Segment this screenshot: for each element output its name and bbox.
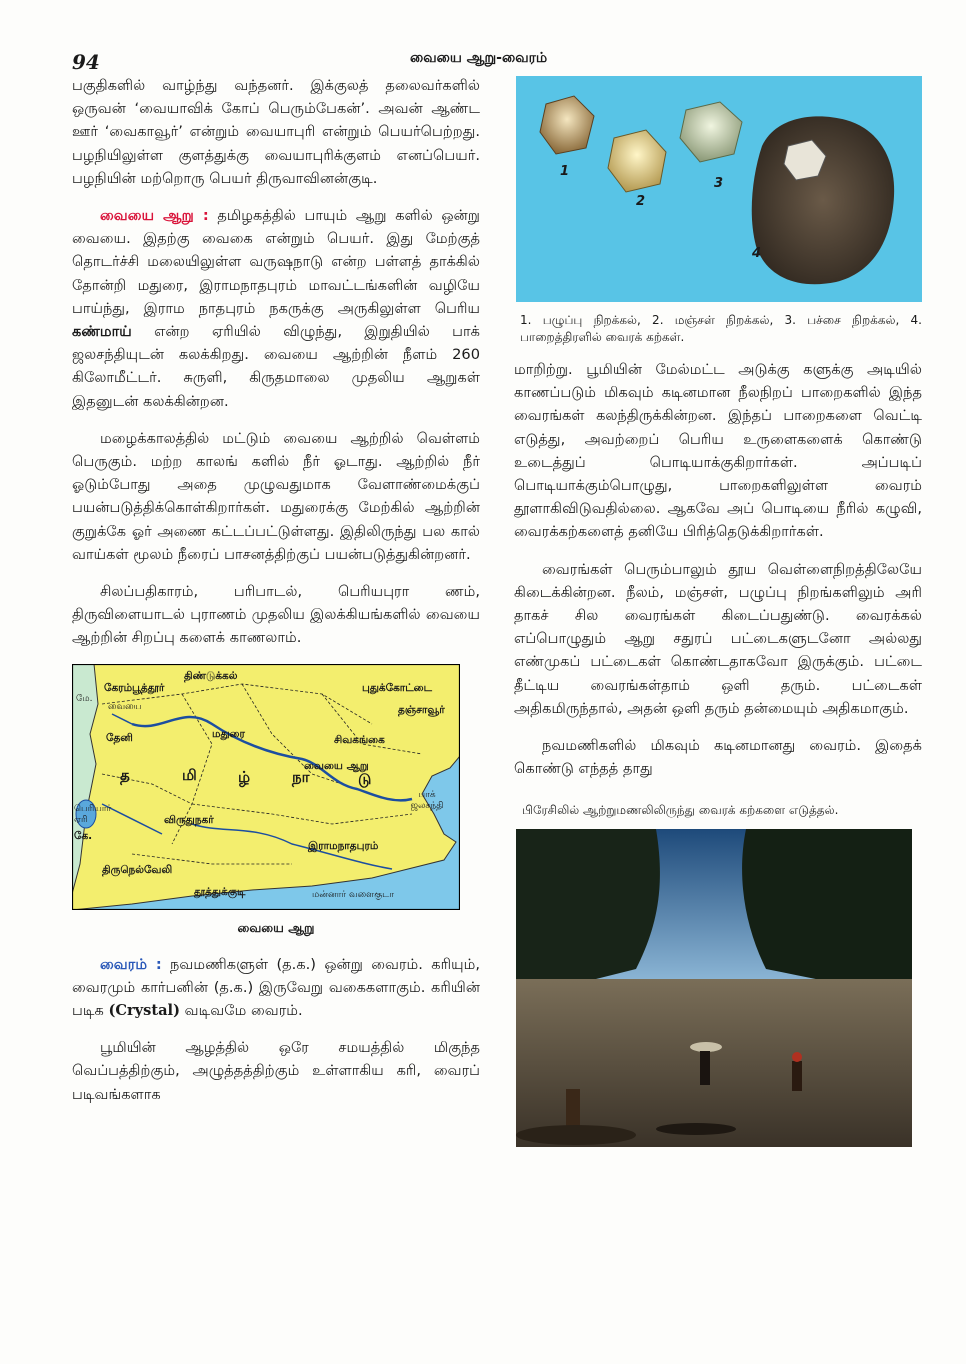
- miner-figure: [792, 1061, 802, 1091]
- map-label-kerala: கே.: [74, 829, 93, 842]
- map-label-periyar: பெரியார் ஏரி: [74, 803, 112, 825]
- vaigai-map: [72, 664, 460, 910]
- miner-figure: [700, 1051, 710, 1085]
- map-label-ramanathapuram: இராமநாதபுரம்: [308, 839, 379, 852]
- map-label-tuticorin: தூத்துக்குடி: [194, 885, 246, 898]
- map-label-naa: நா: [292, 767, 310, 786]
- diamond-brown: [540, 96, 594, 154]
- map-label-vaigai-source: வையை: [108, 701, 142, 712]
- map-caption: வையை ஆறு: [237, 919, 315, 935]
- map-label-west: மே.: [76, 693, 93, 704]
- text: நவமணிகளுள் (த.க.) ஒன்று வைரம். கரியும், வைரமும் கார்பனின் (த.க.) இருவேறு வகைகளாகும். கரியின் படிக: [72, 955, 481, 1020]
- river-caption: பிரேசிலில் ஆற்றுமணலிலிருந்து வைரக் கற்களை எடுத்தல்.: [522, 803, 839, 818]
- diamond-label-4: 4: [752, 246, 762, 261]
- paragraph: பூமியின் ஆழத்தில் ஒரே சமயத்தில் மிகுந்த வெப்பத்திற்கும், அழுத்தத்திற்கும் உள்ளாகிய கரி, வைரப் படிவங்களாக: [72, 1039, 480, 1103]
- bold-term: கண்மாய்: [72, 323, 132, 341]
- running-title: வையை ஆறு-வைரம்: [410, 50, 548, 66]
- entry-heading-vaigai: வையை ஆறு :: [100, 207, 209, 225]
- entry-heading-vairam: வைரம் :: [100, 955, 162, 973]
- text: என்ற ஏரியில் விழுந்து, இறுதியில் பாக் ஜலசந்தியுடன் கலக்கிறது. வையை ஆற்றின் நீளம் 260 கிலோமீட்டர். சுருளி, கிருதமாலை முதலிய ஆறுகள் இதனுடன் கலக்கின்றன.: [72, 323, 481, 410]
- paragraph-vairam: [72, 953, 480, 1023]
- miner-head: [792, 1052, 802, 1062]
- map-label-palk: பாக் ஜலசந்தி: [410, 789, 444, 811]
- paragraph: வைரங்கள் பெரும்பாலும் தூய வெள்ளைநிறத்திலேயே கிடைக்கின்றன. நீலம், மஞ்சள், பழுப்பு நிறங்களிலும் அரி தாகச் சில வைரங்கள் கிடைப்பதுண்டு. வைரக்கல் எப்பொழுதும் ஆறு சதுரப் பட்டைகளுடனோ அல்லது எண்முகப் பட்டைகள் கொண்டதாகவோ இருக்கும். பட்டை தீட்டிய வைரங்கள்தாம் ஒளி தரும். பட்டைகள் அதிகமிருந்தால், அதன் ஒளி தரும் தன்மையும் அதிகமாகும்.: [514, 560, 922, 717]
- diamond-photo: [516, 76, 922, 302]
- diamond-label-3: 3: [714, 176, 724, 191]
- map-label-gulf: மன்னார் வளைகுடா: [312, 889, 395, 900]
- right-column: [514, 76, 922, 1147]
- map-label-dindigul: திண்டுக்கல்: [184, 669, 238, 682]
- map-label-zh: ழ்: [238, 767, 251, 786]
- diamond-label-1: 1: [560, 164, 570, 179]
- map-label-tirunelveli: திருநெல்வேலி: [102, 863, 173, 876]
- diamond-yellow: [608, 130, 666, 192]
- map-label-theni: தேனி: [106, 731, 133, 744]
- map-label-kerala-border: கேரம்பூத்தூர்: [104, 681, 165, 694]
- paragraph: சிலப்பதிகாரம், பரிபாடல், பெரியபுரா ணம், திருவிளையாடல் புராணம் முதலிய இலக்கியங்களில் வையை ஆற்றின் சிறப்பு களைக் காணலாம்.: [72, 583, 480, 647]
- map-label-thanjavur: தஞ்சாவூர்: [398, 703, 445, 716]
- map-label-virudhunagar: விருதுநகர்: [164, 813, 214, 826]
- map-label-pudukkottai: புதுக்கோட்டை: [362, 681, 432, 694]
- map-label-sivaganga: சிவகங்கை: [334, 733, 385, 746]
- english-term: (Crystal): [108, 1002, 181, 1020]
- diamond-caption: 1. பழுப்பு நிறக்கல், 2. மஞ்சள் நிறக்கல், 3. பச்சை நிறக்கல், 4. பாறைத்திரளில் வைரக் கற்கள்.: [520, 313, 922, 344]
- paragraph: நவமணிகளில் மிகவும் கடினமானது வைரம். இதைக் கொண்டு எந்தத் தாது: [514, 737, 922, 778]
- diamond-green: [680, 102, 742, 162]
- left-column: [72, 74, 480, 1120]
- river-mining-photo: [516, 829, 912, 1147]
- paragraph-vaigai: [72, 204, 480, 413]
- paragraph: மாறிற்று. பூமியின் மேல்மட்ட அடுக்கு களுக்கு அடியில் காணப்படும் மிகவும் கடினமான நீலநிறப் பாறைகளில் இந்த வைரங்கள் கலந்திருக்கின்றன. இந்தப் பாறைகளை வெட்டி எடுத்து, அவற்றைப் பெரிய உருளைகளைக் கொண்டு உடைத்துப் பொடியாக்குகிறார்கள். அப்படிப் பொடியாக்கும்பொழுது, பாறைகளிலுள்ள வைரம் தூளாகிவிடுவதில்லை. ஆகவே அப் பொடியை நீரில் கழுவி, வைரக்கற்களைத் தனியே பிரித்தெடுக்கிறார்கள்.: [514, 361, 922, 541]
- paragraph: பகுதிகளில் வாழ்ந்து வந்தனர். இக்குலத் தலைவர்களில் ஒருவன் ‘வையாவிக் கோப் பெரும்பேகன்’. அவன் ஆண்ட ஊர் ‘வைகாவூர்’ என்றும் வையாபுரி என்றும் பெயர்பெற்றது. பழநியிலுள்ள குளத்துக்கு வையாபுரிக்குளம் எனப்பெயர். பழநியின் மற்றொரு பெயர் திருவாவினன்குடி.: [72, 77, 480, 187]
- map-label-mi: மி: [182, 765, 197, 784]
- map-label-river: வையை ஆறு: [304, 759, 369, 772]
- diamond-label-2: 2: [636, 194, 646, 209]
- sieve: [690, 1042, 722, 1052]
- page-number: 94: [72, 50, 100, 74]
- map-label-du: டு: [358, 769, 372, 788]
- river-graphic: [516, 829, 912, 1147]
- text: வடிவமே வைரம்.: [184, 1002, 303, 1020]
- foreground-rock: [516, 1125, 636, 1145]
- text: தமிழகத்தில் பாயும் ஆறு களில் ஒன்று வையை. இதற்கு வைகை என்றும் பெயர். இது மேற்குத் தொடர்ச்சி மலையிலுள்ள வருஷநாடு என்ற பள்ளத் தாக்கில் தோன்றி மதுரை, இராமநாதபுரம் மாவட்டங்களின் வழியே பாய்ந்து, இராம நாதபுரம் நகருக்கு அருகிலுள்ள பெரிய: [72, 207, 481, 317]
- paragraph: மழைக்காலத்தில் மட்டும் வையை ஆற்றில் வெள்ளம் பெருகும். மற்ற காலங் களில் நீர் ஓடாது. ஆற்றில் நீர் ஓடும்போது அதை முழுவதுமாக வேளாண்மைக்குப் பயன்படுத்திக்கொள்கிறார்கள். மதுரைக்கு மேற்கில் ஆற்றின் குறுக்கே ஓர் அணை கட்டப்பட்டுள்ளது. இதிலிருந்து பல கால் வாய்கள் மூலம் நீரைப் பாசனத்திற்குப் பயன்படுத்துகின்றனர்.: [72, 429, 480, 563]
- boat: [656, 1123, 736, 1135]
- map-label-madurai: மதுரை: [212, 727, 245, 740]
- miner-figure: [566, 1089, 580, 1129]
- map-label-ta: த: [120, 765, 130, 784]
- diamond-in-rock: [752, 116, 894, 284]
